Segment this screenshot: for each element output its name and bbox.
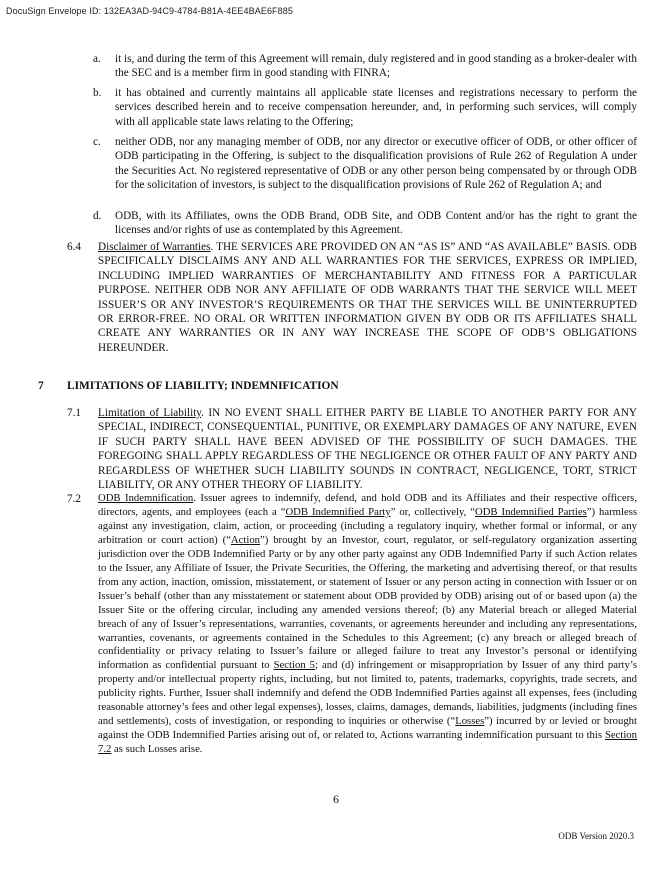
section-7-2-text-3: ”) harmless against any investigation, claim, action, or proceeding (including a regulatory inquiry, whether formal or informal, or any arbitration or court action) (“	[98, 505, 638, 546]
item-c-text: neither ODB, nor any managing member of ODB, nor any director or executive officer of ODB, or other officer of ODB participating in the Offering, is subject to the disqualification provisions of Rule 262 of Regulation A under the Securities Act. No registered representative of ODB or any other person being compensated by or through ODB for the solicitation of investors, is subject to the disqualification provisions of Rule 262 of Regulation A; and	[115, 136, 637, 192]
defined-term-losses: Losses	[455, 715, 485, 728]
section-7-2-text-7: as such Losses arise.	[111, 743, 203, 756]
section-7-number: 7	[38, 380, 44, 392]
section-7-2-text-1: . Issuer agrees to indemnify, defend, and hold ODB and its Affiliates and their respective officers, directors, agents, and employees (each a “	[98, 492, 637, 518]
item-d-text: ODB, with its Affiliates, owns the ODB Brand, ODB Site, and ODB Content and/or has the right to grant the licenses and/or rights of use as contemplated by this Agreement.	[115, 210, 637, 237]
document-version: ODB Version 2020.3	[558, 831, 634, 841]
docusign-envelope-id: DocuSign Envelope ID: 132EA3AD-94C9-4784-B81A-4EE4BAE6F885	[6, 6, 293, 16]
section-7-2-heading: ODB Indemnification	[98, 492, 194, 504]
section-6-4-text: . THE SERVICES ARE PROVIDED ON AN “AS IS” AND “AS AVAILABLE” BASIS. ODB SPECIFICALLY DISCLAIMS ANY AND ALL WARRANTIES FOR THE SERVICES, EXPRESS OR IMPLIED, INCLUDING IMPLIED WARRANTIES OF MERCHANTABILITY AND FITNESS FOR A PARTICULAR PURPOSE. NEITHER ODB NOR ANY AFFILIATE OF ODB WARRANTS THAT THE SERVICE WILL MEET ISSUER’S OR ANY INVESTOR’S REQUIREMENTS OR THAT THE SERVICES WILL BE UNINTERRUPTED OR ERROR-FREE. NO ORAL OR WRITTEN INFORMATION GIVEN BY ODB OR ITS AFFILIATES SHALL CREATE ANY WARRANTIES OR IN ANY WAY INCREASE THE SCOPE OF ODB’S OBLIGATIONS HEREUNDER.	[98, 241, 637, 354]
item-d-label: d.	[93, 210, 102, 222]
item-a-label: a.	[93, 53, 101, 65]
cross-reference-section-5: Section 5	[273, 659, 316, 672]
section-7-2-body	[98, 492, 637, 757]
item-c-label: c.	[93, 136, 101, 148]
section-7-1-heading: Limitation of Liability	[98, 407, 202, 419]
section-7-2-text-6: ”) incurred by or levied or brought against the ODB Indemnified Parties arising out of, or related to, Actions warranting indemnification pursuant to this	[98, 715, 637, 742]
section-7-2-text-5: ; and (d) infringement or misappropriation by Issuer of any third party’s property and/or intellectual property rights, including, but not limited to, patents, trademarks, copyrights, trade secrets, and publicity rights. Further, Issuer shall indemnify and defend the ODB Indemnified Parties against all expenses, fees (including reasonable attorney’s fees and other legal expenses), losses, claims, damages, demands, liabilities, judgments (including fines and settlements), costs of investigation, or responding to inquiries or otherwise (“	[98, 659, 637, 728]
section-7-2-number: 7.2	[67, 493, 81, 505]
section-7-1-number: 7.1	[67, 407, 81, 419]
section-6-4-body	[98, 240, 637, 355]
item-a-text: it is, and during the term of this Agreement will remain, duly registered and in good standing as a broker-dealer with the SEC and is a member firm in good standing with FINRA;	[115, 53, 637, 80]
cross-reference-section-7-2: Section 7.2	[98, 729, 637, 756]
section-7-1-text: . IN NO EVENT SHALL EITHER PARTY BE LIABLE TO ANOTHER PARTY FOR ANY SPECIAL, INDIRECT, CONSEQUENTIAL, PUNITIVE, OR EXEMPLARY DAMAGES OF ANY NATURE, EVEN IF SUCH PARTY SHALL HAVE BEEN ADVISED OF THE POSSIBILITY OF SUCH DAMAGES. THE FOREGOING SHALL APPLY REGARDLESS OF THE NEGLIGENCE OR OTHER FAULT OF ANY PARTY AND REGARDLESS OF WHETHER SUCH LIABILITY SOUNDS IN CONTRACT, NEGLIGENCE, TORT, STRICT LIABILITY, OR ANY OTHER THEORY OF LIABILITY.	[98, 407, 637, 492]
section-7-2-text-2: ” or, collectively, “	[390, 505, 475, 518]
defined-term-odb-indemnified-parties: ODB Indemnified Parties	[475, 505, 587, 518]
defined-term-action: Action	[230, 533, 261, 546]
section-7-title: LIMITATIONS OF LIABILITY; INDEMNIFICATION	[67, 380, 339, 392]
item-b-text: it has obtained and currently maintains all applicable state licenses and registrations necessary to perform the services described herein and to receive compensation hereunder, and, in performing such services, will comply with all applicable state laws relating to the Offering;	[115, 87, 637, 128]
section-7-1-body	[98, 406, 637, 492]
section-6-4-heading: Disclaimer of Warranties	[98, 241, 211, 253]
item-b-label: b.	[93, 87, 102, 99]
section-6-4-number: 6.4	[67, 241, 81, 253]
section-7-2-text-4: ”) brought by an Investor, court, regulator, or self-regulatory organization asserting jurisdiction over the ODB Indemnified Party or by any other party against any ODB Indemnified Party if such Action relates to the Issuer, any Affiliate of Issuer, the Private Securities, the Offering, the marketing and advertising thereof, or that results from any action, inaction, omission, misstatement, or statement of Issuer or any person acting in connection with Issuer or on Issuer’s behalf (other than any misstatement or statement about ODB provided by ODB) arising out of or based upon (a) the Issuer Site or the offering circular, including any amended versions thereof; (b) any Material breach or alleged Material breach of any of Issuer’s representations, warranties, covenants, or agreements hereunder and including any representations, warranties, covenants, or agreements contained in the Schedules to this Agreement; (c) any breach or alleged breach of confidentiality or privacy relating to Issuer’s failure or alleged failure to treat any Investor’s personal or identifying information as confidential pursuant to	[98, 533, 637, 672]
defined-term-odb-indemnified-party: ODB Indemnified Party	[285, 505, 391, 518]
page-number: 6	[333, 792, 339, 806]
